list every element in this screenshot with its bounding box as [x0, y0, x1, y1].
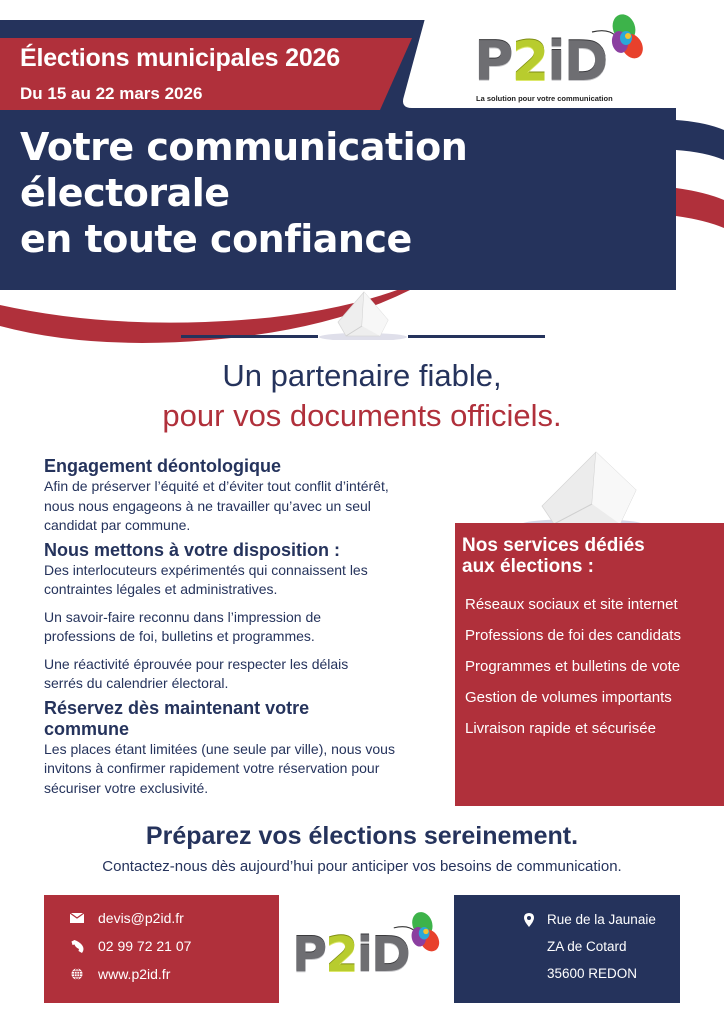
service-item: Réseaux sociaux et site internet [465, 596, 678, 613]
section-text-disposition-1: Des interlocuteurs expérimentés qui connaissent les contraintes légales et administratives. [44, 561, 368, 597]
main-title-line-2: électorale [20, 171, 230, 215]
envelope-icon [70, 911, 84, 925]
service-item: Programmes et bulletins de vote [465, 658, 681, 675]
contact-email-row[interactable] [70, 910, 184, 926]
services-box [455, 523, 724, 806]
logo-letter-i: i [356, 927, 372, 983]
service-item: Professions de foi des candidats [465, 627, 681, 644]
section-title-reservation: Réservez dès maintenant votre commune [44, 697, 310, 739]
butterfly-icon [392, 910, 442, 960]
footer-subtitle: Contactez-nous dès aujourd’hui pour anticiper vos besoins de communication. [102, 858, 622, 875]
headline-line-1: Un partenaire fiable, [222, 358, 502, 393]
main-title-line-3: en toute confiance [20, 217, 412, 261]
service-item: Gestion de volumes importants [465, 689, 672, 706]
p2id-logo-bottom [292, 910, 442, 990]
section-text-reservation: Les places étant limitées (une seule par ville), nous vous invitons à confirmer rapidement votre réservation pour sécuriser votre exclusivité. [44, 740, 395, 796]
phone-icon [70, 939, 84, 953]
contact-website-row[interactable] [70, 966, 170, 982]
contact-email[interactable]: devis@p2id.fr [98, 910, 184, 926]
headline-line-2: pour vos documents officiels. [162, 398, 562, 433]
footer-title: Préparez vos élections sereinement. [145, 822, 579, 850]
logo-letter-p: P [292, 927, 326, 983]
logo-letter-p: P [474, 30, 512, 93]
main-title-line-1: Votre communication [20, 125, 468, 169]
globe-icon [70, 967, 84, 981]
address-line-2: ZA de Cotard [547, 939, 627, 954]
divider-line-right [408, 335, 545, 338]
ballot-envelope-icon-services [520, 450, 650, 526]
p2id-logo-top [474, 14, 654, 106]
address-line-1: Rue de la Jaunaie [547, 912, 656, 927]
services-title [462, 535, 645, 577]
map-pin-icon [524, 913, 534, 932]
address-line-3: 35600 REDON [547, 966, 638, 981]
logo-letter-i: i [547, 30, 564, 93]
section-title-disposition: Nous mettons à votre disposition : [44, 539, 341, 560]
headline [0, 356, 724, 436]
logo-letter-d: D [563, 30, 607, 93]
section-text-disposition-2: Un savoir-faire reconnu dans l’impression de professions de foi, bulletins et programmes. [44, 608, 322, 644]
services-title-line-1: Nos services dédiés [462, 535, 645, 556]
main-title [20, 124, 660, 262]
contact-box [44, 895, 279, 1003]
ballot-envelope-icon [318, 290, 408, 340]
services-title-line-2: aux élections : [462, 556, 594, 577]
service-item: Livraison rapide et sécurisée [465, 720, 656, 737]
banner-dates: Du 15 au 22 mars 2026 [20, 84, 203, 103]
divider-line-left [181, 335, 318, 338]
address-box [454, 895, 680, 1003]
contact-website[interactable]: www.p2id.fr [98, 966, 171, 982]
butterfly-icon [590, 12, 646, 68]
contact-phone-row[interactable] [70, 938, 191, 954]
logo-letter-2: 2 [511, 30, 548, 93]
info-column [44, 456, 414, 798]
logo-letter-2: 2 [325, 927, 357, 983]
contact-phone[interactable]: 02 99 72 21 07 [98, 938, 192, 954]
logo-letter-d: D [371, 927, 409, 983]
section-text-engagement: Afin de préserver l’équité et d’éviter tout conflit d’intérêt, nous nous engageons à ne travailler qu’avec un seul candidat par commune. [44, 478, 389, 533]
services-list [465, 595, 681, 750]
section-text-disposition-3: Une réactivité éprouvée pour respecter les délais serrés du calendrier électoral. [44, 655, 349, 691]
banner-title: Élections municipales 2026 [20, 44, 340, 72]
section-title-engagement: Engagement déontologique [44, 456, 281, 476]
logo-tagline: La solution pour votre communication [476, 94, 613, 103]
